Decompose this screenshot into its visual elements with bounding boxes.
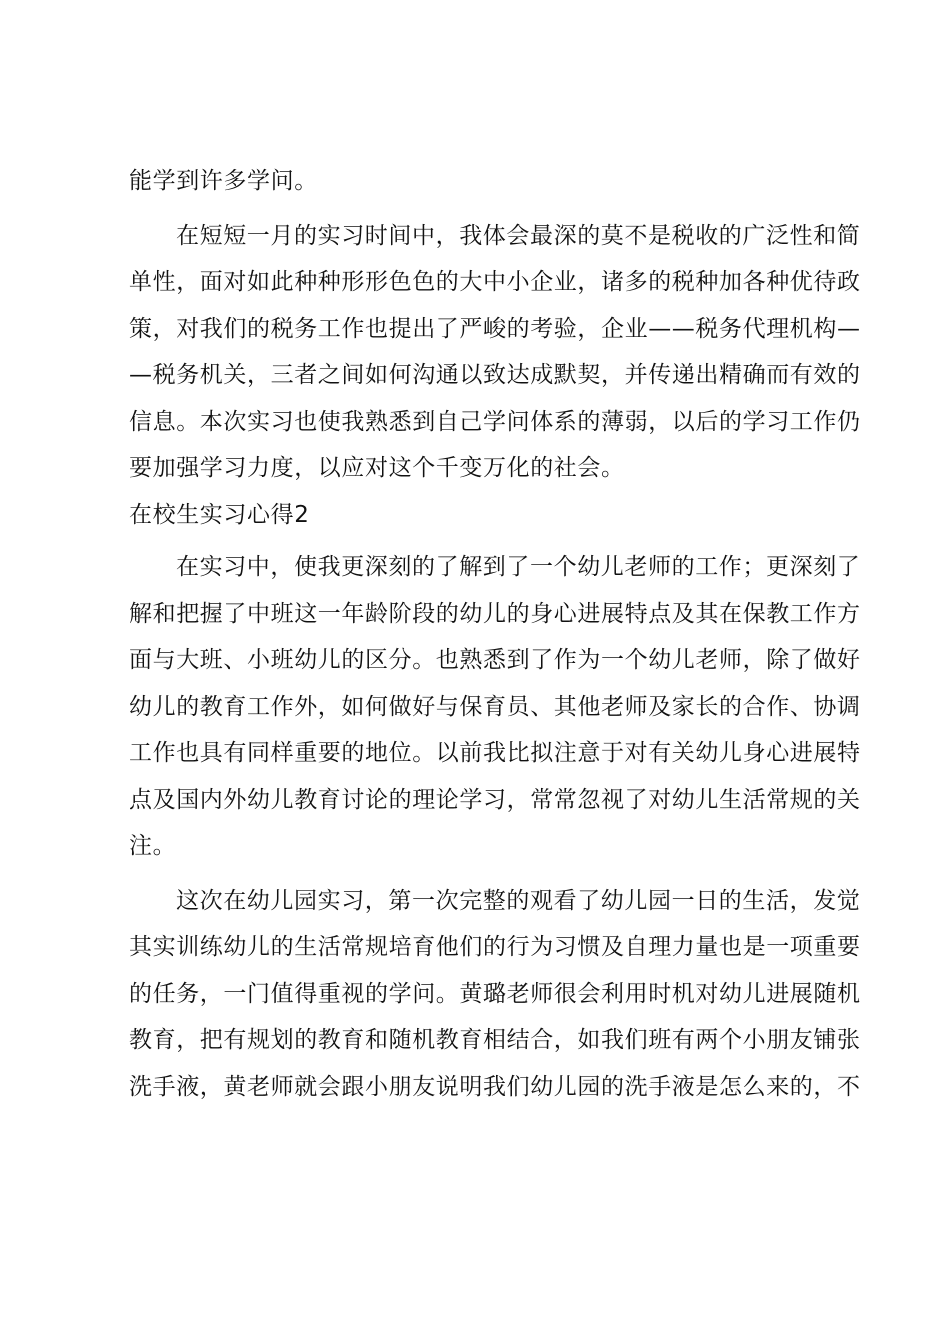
paragraph-line: 在实习中，使我更深刻的了解到了一个幼儿老师的工作；更深刻了 [176, 554, 861, 580]
paragraph-line: 信息。本次实习也使我熟悉到自己学问体系的薄弱，以后的学习工作仍 [129, 408, 861, 435]
document-body [129, 158, 861, 1110]
paragraph-line: 工作也具有同样重要的地位。以前我比拟注意于对有关幼儿身心进展特 [129, 740, 861, 766]
paragraph-line: 教育，把有规划的教育和随机教育相结合，如我们班有两个小朋友铺张 [129, 1027, 861, 1053]
paragraph-line: 注。 [129, 833, 177, 859]
paragraph-gap [129, 870, 829, 878]
paragraph-line: 策，对我们的税务工作也提出了严峻的考验，企业——税务代理机构— [129, 315, 861, 342]
paragraph-line: 面与大班、小班幼儿的区分。也熟悉到了作为一个幼儿老师，除了做好 [129, 647, 861, 673]
section-heading: 在校生实习心得2 [129, 501, 310, 528]
paragraph-line: 解和把握了中班这一年龄阶段的幼儿的身心进展特点及其在保教工作方 [129, 600, 861, 627]
paragraph-line: 的任务，一门值得重视的学问。黄璐老师很会利用时机对幼儿进展随机 [129, 980, 861, 1007]
paragraph-line: 幼儿的教育工作外，如何做好与保育员、其他老师及家长的合作、协调 [129, 693, 861, 720]
paragraph-line: 洗手液，黄老师就会跟小朋友说明我们幼儿园的洗手液是怎么来的，不 [129, 1073, 861, 1100]
paragraph-line: 点及国内外幼儿教育讨论的理论学习，常常忽视了对幼儿生活常规的关 [129, 786, 861, 813]
paragraph-line: —税务机关，三者之间如何沟通以致达成默契，并传递出精确而有效的 [129, 362, 861, 388]
paragraph-line: 在短短一月的实习时间中，我体会最深的莫不是税收的广泛性和简 [176, 222, 861, 249]
paragraph-line: 要加强学习力度，以应对这个千变万化的社会。 [129, 455, 625, 481]
paragraph-line: 这次在幼儿园实习，第一次完整的观看了幼儿园一日的生活，发觉 [176, 887, 861, 914]
paragraph-line: 其实训练幼儿的生活常规培育他们的行为习惯及自理力量也是一项重要 [129, 934, 861, 960]
paragraph-gap [129, 205, 829, 213]
paragraph-line: 能学到许多学问。 [129, 168, 318, 194]
paragraph-line: 单性，面对如此种种形形色色的大中小企业，诸多的税种加各种优待政 [129, 269, 861, 295]
